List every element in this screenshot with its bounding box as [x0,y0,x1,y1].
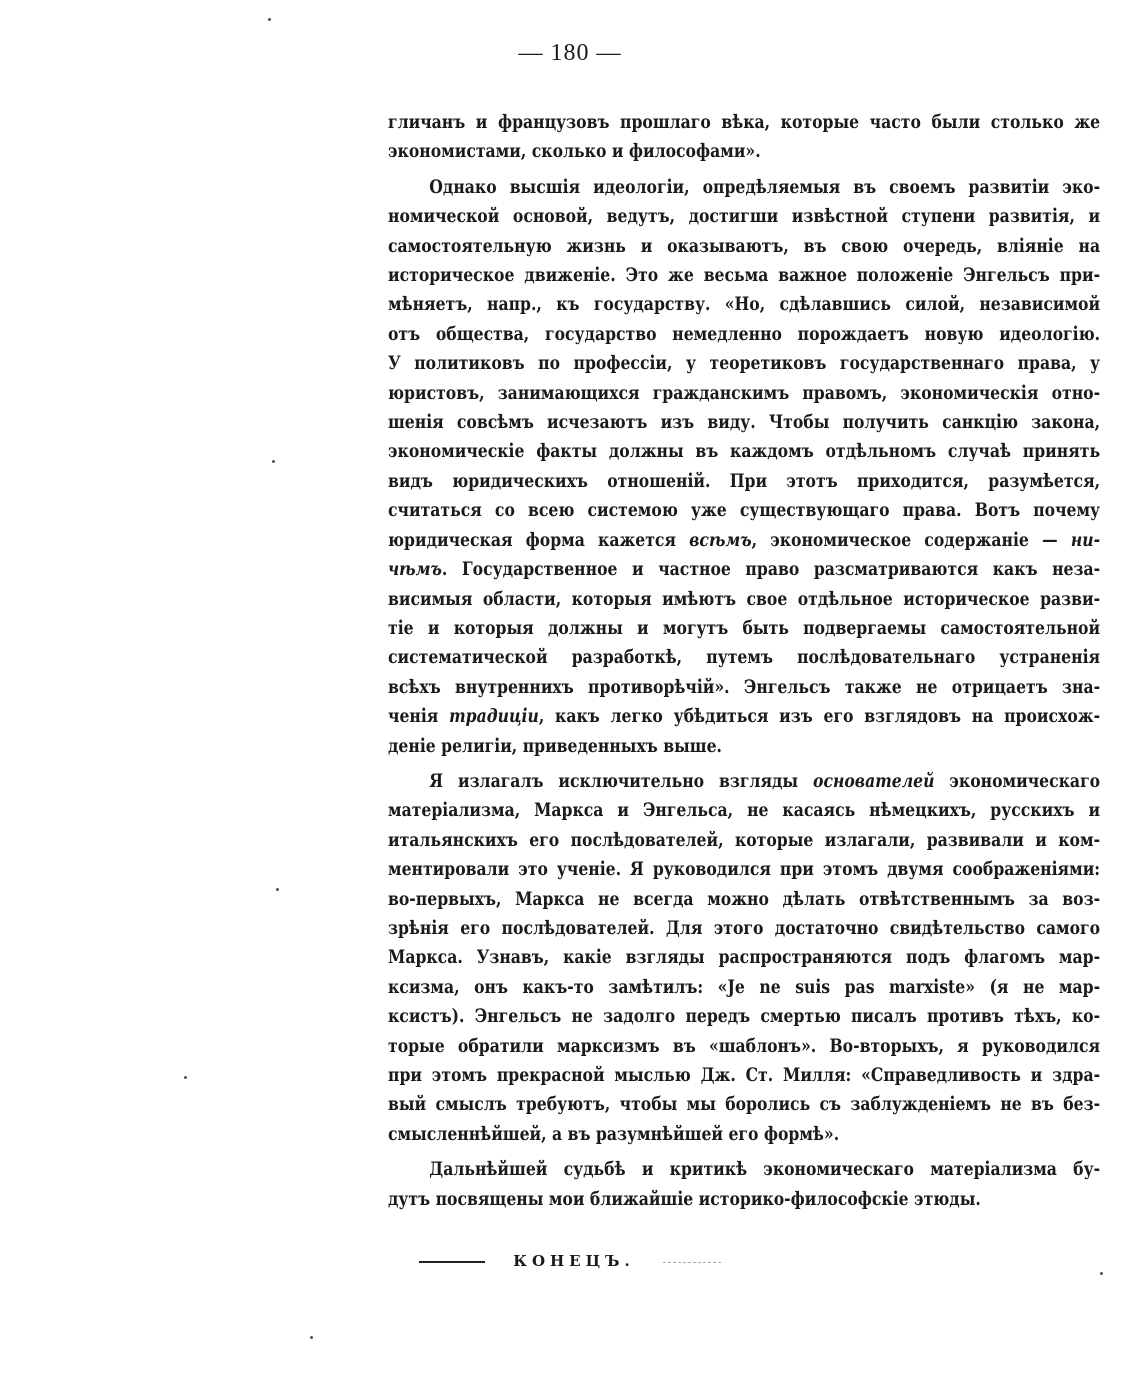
text-line [388,261,1100,290]
line-segment: торые обратили марксизмъ въ «шаблонъ». Во-вторыхъ, я руководился [388,1035,1101,1057]
text-line [388,614,1100,643]
text-line [388,1002,1100,1031]
line-segment: зрѣнія его послѣдователей. Для этого достаточно свидѣтельство самого [388,917,1101,939]
line-segment: ченія [388,706,450,728]
line-segment: при этомъ прекрасной мыслью Дж. Ст. Милля: «Справедливость и здра- [388,1065,1101,1086]
text-line [388,408,1100,437]
line-segment: Дальнѣйшей судьбѣ и критикѣ экономическаго матеріализма бу- [429,1159,1101,1181]
text-line [388,914,1100,943]
text-line [388,1120,1100,1149]
line-segment: . Государственное и частное право разсматриваются какъ неза- [441,559,1101,581]
text-line [388,1185,1100,1214]
text-line [388,437,1100,466]
text-line [388,1032,1100,1061]
end-rule-left [419,1261,485,1263]
line-segment: висимыя области, которыя имѣютъ свое отдѣльное историческое разви- [388,588,1101,610]
scan-speck [276,888,279,891]
line-segment: дутъ посвящены мои ближайшіе историко-философскіе этюды. [388,1188,981,1210]
line-segment: всѣхъ внутреннихъ противорѣчій». Энгельсъ также не отрицаетъ зна- [388,676,1101,698]
line-segment: во-первыхъ, Маркса не всегда можно дѣлать отвѣтственнымъ за воз- [388,888,1101,910]
text-line [388,1155,1100,1184]
scan-speck [1100,1272,1103,1275]
text-line [388,232,1100,261]
text-line [388,826,1100,855]
text-line [388,767,1100,796]
end-marker [0,1252,1140,1270]
text-line [388,320,1100,349]
text-line [388,1061,1100,1090]
line-segment: тіе и которыя должны и могутъ быть подвергаемы самостоятельной [388,617,1101,639]
line-segment: Маркса. Узнавъ, какіе взгляды распространяются подъ флагомъ мар- [388,947,1101,969]
text-line [388,555,1100,584]
text-line [388,526,1100,555]
line-segment: историческое движеніе. Это же весьма важное положеніе Энгельсъ при- [388,265,1101,287]
line-segment: матеріализма, Маркса и Энгельса, не касаясь нѣмецкихъ, русскихъ и [388,800,1101,822]
emphasis-text: традиціи [449,706,539,728]
text-line [388,1090,1100,1119]
text-line [388,379,1100,408]
text-line [388,885,1100,914]
line-segment: шенія совсѣмъ исчезаютъ изъ виду. Чтобы получить санкцію закона, [388,412,1101,434]
line-segment: самостоятельную жизнь и оказываютъ, въ свою очередь, вліяніе на [388,235,1101,257]
end-rule-right [663,1262,721,1263]
text-line [388,290,1100,319]
text-line [388,137,1100,166]
text-line [388,702,1100,731]
text-line [388,643,1100,672]
line-segment: юридическая форма кажется [388,529,690,551]
line-segment: У политиковъ по профессіи, у теоретиковъ государственнаго права, у [388,353,1101,375]
line-segment: мѣняетъ, напр., къ государству. «Но, сдѣлавшись силой, независимой [388,294,1101,316]
text-line [388,108,1100,137]
line-segment: ментировали это ученіе. Я руководился при этомъ двумя соображеніями: [388,859,1101,881]
text-line [388,467,1100,496]
scan-speck [272,460,275,463]
line-segment: считаться со всею системою уже существующаго права. Вотъ почему [388,500,1101,522]
body-text [388,108,1101,1214]
line-segment: ксистъ). Энгельсъ не задолго передъ смертью писалъ противъ тѣхъ, ко- [388,1006,1101,1028]
scan-speck [310,1336,313,1339]
text-line [388,173,1100,202]
emphasis-text: ни- [1070,529,1101,551]
line-segment: Я излагалъ исключительно взгляды [429,770,814,792]
line-segment: экономическаго [934,770,1101,792]
line-segment: Однако высшія идеологіи, опредѣляемыя въ своемъ развитіи эко- [429,176,1101,198]
text-line [388,585,1100,614]
line-segment: отъ общества, государство немедленно порождаетъ новую идеологію. [388,323,1101,345]
line-segment: гличанъ и французовъ прошлаго вѣка, которые часто были столько же [388,112,1101,133]
text-line [388,673,1100,702]
line-segment: номической основой, ведутъ, достигши извѣстной ступени развитія, и [388,206,1101,228]
line-segment: юристовъ, занимающихся гражданскимъ правомъ, экономическія отно- [388,382,1101,404]
text-line [388,732,1100,761]
end-marker-text: КОНЕЦЪ. [513,1252,635,1270]
emphasis-text: всѣмъ [689,529,752,551]
emphasis-text: чѣмъ [388,559,442,581]
line-segment: вый смыслъ требуютъ, чтобы мы боролись съ заблужденіемъ не въ без- [388,1094,1101,1116]
line-segment: экономическіе факты должны въ каждомъ отдѣльномъ случаѣ принять [388,441,1101,463]
line-segment: , какъ легко убѣдиться изъ его взглядовъ на происхож- [538,706,1101,728]
text-line [388,202,1100,231]
text-line [388,973,1100,1002]
text-line [388,349,1100,378]
scan-speck [184,1076,187,1079]
page-number: — 180 — [518,40,622,66]
text-line [388,796,1100,825]
text-line [388,855,1100,884]
line-segment: смысленнѣйшей, а въ разумнѣйшей его формѣ». [388,1123,840,1145]
text-line [388,943,1100,972]
line-segment: итальянскихъ его послѣдователей, которые излагали, развивали и ком- [388,829,1101,851]
line-segment: , экономическое содержаніе — [751,529,1071,551]
line-segment: ксизма, онъ какъ-то замѣтилъ: «Je ne suis pas marxiste» (я не мар- [388,976,1101,998]
scan-speck [268,18,271,21]
line-segment: видъ юридическихъ отношеній. При этотъ приходится, разумѣется, [388,470,1101,492]
line-segment: деніе религіи, приведенныхъ выше. [388,735,722,757]
line-segment: экономистами, сколько и философами». [388,141,761,163]
line-segment: систематической разработкѣ, путемъ послѣдовательнаго устраненія [388,647,1101,669]
text-line [388,496,1100,525]
emphasis-text: основателей [813,770,935,792]
